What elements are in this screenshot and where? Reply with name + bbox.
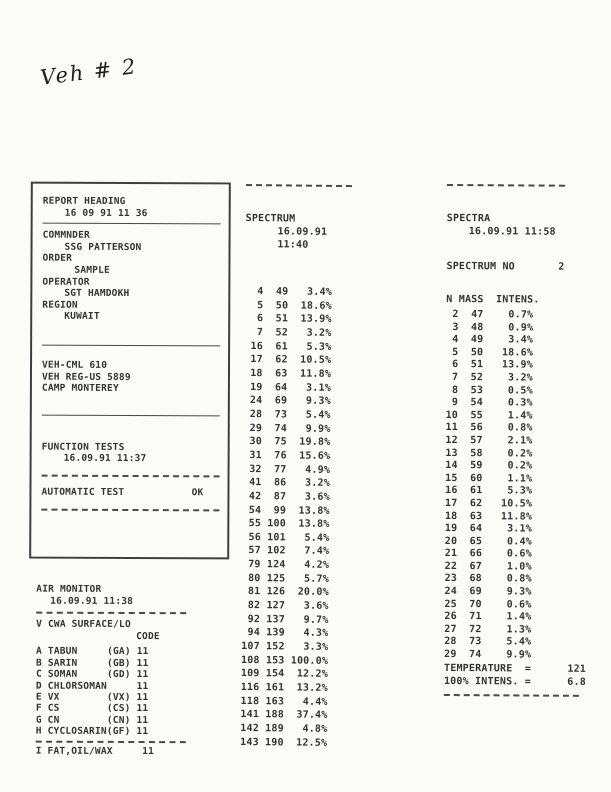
spectrum-row: 41 86 3.2%: [242, 477, 331, 490]
spectrum-row: 118 163 4.4%: [240, 695, 328, 708]
agent-row: H CYCLOSARIN(GF) 11: [35, 725, 149, 738]
spectra-row: 19 64 3.1%: [444, 523, 533, 535]
operator-value: SGT HAMDOKH: [64, 287, 130, 300]
spectra-row: 20 65 0.4%: [444, 535, 532, 548]
region-value: KUWAIT: [64, 311, 100, 323]
spectra-timestamp: 16.09.91 11:58: [468, 226, 556, 238]
monitor-mode-line: V CWA SURFACE/LO: [36, 618, 131, 631]
divider-line: [42, 414, 220, 416]
report-header-receipt: [29, 182, 231, 560]
spectra-row: 18 63 11.8%: [444, 510, 533, 523]
spectrum-row: 5 50 18.6%: [244, 299, 332, 312]
function-tests-timestamp: 16.09.91 11:37: [63, 453, 147, 465]
spectrum-row: 81 126 20.0%: [241, 586, 329, 599]
spectra-row: 22 67 1.0%: [444, 560, 532, 573]
function-tests-label: FUNCTION TESTS: [41, 441, 125, 453]
divider-line: [447, 184, 565, 187]
spectrum-panel: [240, 184, 364, 751]
divider-line: [41, 508, 219, 511]
order-label: ORDER: [42, 252, 73, 265]
air-monitor-label: AIR MONITOR: [36, 583, 102, 595]
spectra-row: 17 62 10.5%: [445, 497, 533, 510]
spectrum-row: 55 100 13.8%: [242, 518, 330, 531]
spectrum-row: 17 62 10.5%: [244, 354, 332, 367]
agent-row: D CHLORSOMAN 11: [35, 680, 149, 692]
spectra-row: 21 66 0.6%: [444, 548, 532, 560]
spectra-row: 28 73 5.4%: [444, 636, 532, 648]
spectrum-row: 108 153 100.0%: [240, 654, 329, 667]
spectra-row: 4 49 3.4%: [446, 334, 534, 346]
automatic-test-label: AUTOMATIC TEST: [41, 486, 125, 498]
spectrum-row: 142 189 4.8%: [240, 722, 328, 735]
spectra-row: 29 74 9.9%: [444, 649, 532, 661]
spectra-row: 25 70 0.6%: [444, 598, 532, 611]
agent-row: B SARIN (GB) 11: [36, 657, 149, 669]
spectra-table-body: [444, 309, 588, 662]
spectrum-title: SPECTRUM: [245, 212, 296, 225]
camp-line: CAMP MONTEREY: [41, 382, 119, 395]
divider-line: [36, 612, 186, 615]
spectrum-no-label: SPECTRUM NO: [446, 260, 515, 273]
agent-row: F CS (CS) 11: [35, 703, 149, 715]
agent-row: G CN (CN) 11: [35, 714, 149, 726]
spectrum-row: 32 77 4.9%: [242, 463, 331, 476]
spectrum-row: 16 61 5.3%: [244, 340, 332, 353]
automatic-test-line: [41, 487, 219, 499]
spectra-row: 24 69 9.3%: [444, 586, 532, 598]
spectrum-row: 31 76 15.6%: [243, 449, 331, 462]
divider-line: [444, 694, 579, 697]
agent-row: I FAT,OIL/WAX 11: [35, 745, 155, 757]
spectra-row: 13 58 0.2%: [445, 447, 533, 460]
spectra-row: 27 72 1.3%: [444, 623, 532, 636]
spectrum-row: 29 74 9.9%: [243, 422, 331, 435]
air-monitor-panel: [36, 584, 232, 758]
operator-label: OPERATOR: [42, 276, 90, 288]
spectra-row: 15 60 1.1%: [445, 472, 533, 485]
spectrum-row: 141 188 37.4%: [240, 709, 328, 722]
temperature-line: [444, 662, 586, 676]
divider-line: [246, 184, 352, 187]
spectrum-row: 6 51 13.9%: [244, 313, 332, 326]
commander-value: SSG PATTERSON: [64, 241, 142, 253]
spectrum-row: 116 161 13.2%: [240, 682, 328, 694]
spectrum-row: 109 154 12.2%: [240, 668, 329, 681]
automatic-test-result: OK: [191, 487, 204, 499]
vehicle-reg-line: VEH REG-US 5889: [41, 371, 131, 383]
spectra-row: 8 53 0.5%: [445, 384, 533, 397]
spectra-table-header: N MASS INTENS.: [446, 293, 540, 306]
spectra-row: 7 52 3.2%: [445, 371, 533, 384]
spectrum-table-body: [240, 285, 363, 751]
handwritten-vehicle-note: Veh # 2: [38, 54, 139, 90]
spectra-row: 12 57 2.1%: [445, 434, 533, 447]
spectrum-row: 30 75 19.8%: [243, 436, 331, 449]
intensity-value: 6.8: [567, 676, 586, 688]
spectra-title: SPECTRA: [446, 212, 491, 225]
spectrum-row: 4 49 3.4%: [244, 285, 333, 298]
temperature-value: 121: [567, 663, 587, 675]
spectrum-row: 18 63 11.8%: [243, 367, 332, 380]
spectrum-row: 143 190 12.5%: [240, 736, 328, 749]
spectrum-row: 79 124 4.2%: [241, 559, 330, 572]
spectra-row: 10 55 1.4%: [445, 409, 533, 422]
vehicle-id-line: VEH-CML 610: [41, 359, 108, 371]
spectra-row: 2 47 0.7%: [446, 308, 534, 321]
spectrum-row: 24 69 9.3%: [243, 395, 331, 408]
region-label: REGION: [42, 299, 78, 311]
agent-row: C SOMAN (GD) 11: [35, 668, 149, 681]
spectrum-row: 107 152 3.3%: [241, 641, 329, 653]
divider-line: [43, 223, 221, 225]
spectra-row: 26 71 1.4%: [444, 611, 532, 623]
report-heading-timestamp: 16 09 91 11 36: [64, 207, 148, 219]
divider-line: [42, 475, 220, 478]
spectra-row: 23 68 0.8%: [444, 573, 532, 585]
agent-row: A TABUN (GA) 11: [36, 646, 149, 658]
spectra-row: 11 56 0.8%: [445, 422, 533, 434]
report-heading-label: REPORT HEADING: [42, 195, 126, 207]
spectrum-row: 19 64 3.1%: [243, 381, 332, 394]
intensity-line: [444, 675, 586, 689]
spectrum-row: 82 127 3.6%: [241, 600, 329, 612]
spectrum-row: 57 102 7.4%: [242, 545, 330, 558]
air-monitor-timestamp: 16.09.91 11:38: [50, 595, 134, 607]
spectrum-row: 7 52 3.2%: [244, 326, 332, 339]
commander-label: COMMNDER: [42, 229, 90, 242]
spectra-row: 14 59 0.2%: [445, 460, 533, 472]
divider-line: [36, 740, 186, 743]
code-column-header: CODE: [136, 630, 160, 642]
spectrum-row: 94 139 4.3%: [241, 627, 329, 640]
intensity-label: 100% INTENS. =: [443, 675, 532, 688]
spectrum-no-line: [446, 260, 564, 274]
spectrum-row: 54 99 13.8%: [242, 504, 330, 517]
spectra-row: 16 61 5.3%: [445, 485, 533, 497]
order-value: SAMPLE: [74, 264, 110, 276]
spectrum-no-value: 2: [558, 261, 565, 273]
spectra-row: 9 54 0.3%: [445, 397, 533, 409]
temperature-label: TEMPERATURE =: [444, 662, 532, 675]
divider-line: [42, 345, 220, 347]
spectrum-row: 56 101 5.4%: [242, 531, 330, 544]
spectra-panel: [444, 184, 589, 696]
spectrum-row: 42 87 3.6%: [242, 490, 330, 503]
spectrum-row: 92 137 9.7%: [241, 613, 329, 626]
spectrum-timestamp: 16.09.91 11:40: [277, 226, 328, 251]
spectra-row: 6 51 13.9%: [445, 359, 534, 371]
agent-list: [36, 646, 231, 757]
spectra-row: 3 48 0.9%: [446, 321, 534, 334]
spectra-row: 5 50 18.6%: [445, 346, 534, 359]
spectrum-row: 28 73 5.4%: [243, 408, 331, 421]
spectrum-row: 80 125 5.7%: [241, 572, 330, 585]
agent-row: E VX (VX) 11: [35, 691, 149, 704]
